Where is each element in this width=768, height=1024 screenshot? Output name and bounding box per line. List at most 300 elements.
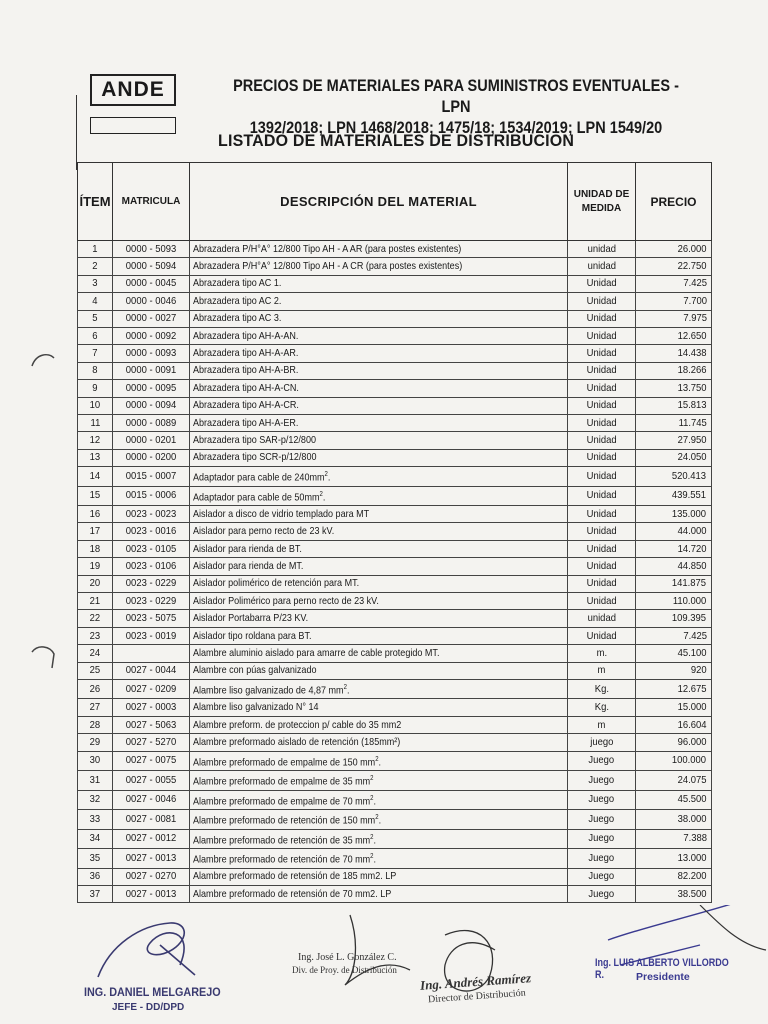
cell-precio xyxy=(636,610,712,627)
cell-unidad-text: Unidad xyxy=(586,399,617,412)
desc-tail: . xyxy=(378,756,382,769)
cell-unidad xyxy=(568,627,636,644)
table-row xyxy=(78,327,712,344)
cell-item-text: 4 xyxy=(92,294,98,307)
cell-item xyxy=(78,506,113,523)
cell-unidad xyxy=(568,523,636,540)
cell-matricula xyxy=(113,751,190,771)
cell-unidad-text: Juego xyxy=(588,887,615,900)
cell-descripcion xyxy=(190,627,568,644)
table-row xyxy=(78,829,712,849)
cell-descripcion xyxy=(190,414,568,431)
cell-precio-text: 15.000 xyxy=(677,701,707,714)
cell-matricula xyxy=(113,849,190,869)
cell-item-text: 17 xyxy=(89,525,101,538)
cell-precio xyxy=(636,293,712,310)
cell-descripcion xyxy=(190,810,568,830)
cell-matricula xyxy=(113,575,190,592)
punch-hole-icon xyxy=(30,348,56,378)
superscript: 2 xyxy=(370,775,374,783)
cell-unidad-text: unidad xyxy=(587,260,616,273)
cell-matricula xyxy=(113,293,190,310)
cell-unidad xyxy=(568,829,636,849)
cell-matricula-text: 0023 - 0023 xyxy=(125,507,177,520)
cell-item-text: 3 xyxy=(92,277,98,290)
cell-item-text: 13 xyxy=(89,451,101,464)
cell-precio xyxy=(636,241,712,258)
table-row xyxy=(78,849,712,869)
cell-descripcion-text: Alambre preformado de retensión de 185 mm2. LP xyxy=(193,870,397,883)
cell-unidad-text: Unidad xyxy=(586,329,617,342)
cell-matricula-text: 0000 - 0089 xyxy=(125,416,177,429)
cell-descripcion-text: Abrazadera tipo SCR-p/12/800 xyxy=(193,451,317,464)
cell-matricula xyxy=(113,467,190,487)
cell-precio-text: 26.000 xyxy=(677,242,707,255)
cell-precio xyxy=(636,593,712,610)
cell-item-text: 27 xyxy=(89,701,101,714)
table-header-row xyxy=(78,163,712,241)
cell-matricula xyxy=(113,397,190,414)
cell-unidad xyxy=(568,506,636,523)
cell-precio xyxy=(636,327,712,344)
cell-unidad-text: Unidad xyxy=(586,507,617,520)
signature-center-name: Ing. Andrés Ramírez xyxy=(419,970,532,993)
punch-hole-icon xyxy=(30,640,56,670)
cell-descripcion xyxy=(190,558,568,575)
signature-left-name: ING. DANIEL MELGAREJO xyxy=(84,985,221,999)
cell-item-text: 31 xyxy=(89,773,101,786)
cell-item-text: 25 xyxy=(89,664,101,677)
cell-precio xyxy=(636,627,712,644)
cell-item xyxy=(78,380,113,397)
cell-descripcion-wrap xyxy=(193,849,376,868)
cell-item-text: 36 xyxy=(89,870,101,883)
title-line-1: PRECIOS DE MATERIALES PARA SUMINISTROS EVENTUALES - LPN xyxy=(233,77,679,116)
table-row xyxy=(78,610,712,627)
cell-unidad xyxy=(568,575,636,592)
cell-item-text: 24 xyxy=(89,646,101,659)
cell-item-text: 16 xyxy=(89,507,101,520)
cell-unidad xyxy=(568,414,636,431)
cell-item xyxy=(78,241,113,258)
cell-precio-text: 27.950 xyxy=(677,433,707,446)
cell-precio-text: 16.604 xyxy=(677,718,707,731)
cell-matricula-text: 0027 - 0013 xyxy=(125,887,177,900)
cell-descripcion-text: Alambre preform. de proteccion p/ cable do 35 mm2 xyxy=(193,718,402,731)
cell-precio xyxy=(636,849,712,869)
cell-unidad xyxy=(568,679,636,699)
cell-unidad-text: Juego xyxy=(588,773,615,786)
cell-item-text: 12 xyxy=(89,433,101,446)
cell-item-text: 8 xyxy=(92,364,98,377)
table-row xyxy=(78,558,712,575)
cell-item xyxy=(78,397,113,414)
table-row xyxy=(78,886,712,903)
cell-precio xyxy=(636,679,712,699)
cell-matricula-text: 0027 - 0270 xyxy=(125,870,177,883)
cell-descripcion xyxy=(190,345,568,362)
cell-unidad xyxy=(568,310,636,327)
col-header-descripcion: DESCRIPCIÓN DEL MATERIAL xyxy=(190,163,568,241)
col-header-item: ÍTEM xyxy=(78,163,113,241)
cell-item-text: 33 xyxy=(89,812,101,825)
table-row xyxy=(78,645,712,662)
cell-descripcion-text: Alambre liso galvanizado N° 14 xyxy=(193,701,319,714)
cell-item xyxy=(78,810,113,830)
cell-matricula xyxy=(113,716,190,733)
cell-matricula-text: 0027 - 5063 xyxy=(125,718,177,731)
cell-item xyxy=(78,414,113,431)
desc-tail: . xyxy=(322,491,326,504)
cell-unidad-text: Unidad xyxy=(586,433,617,446)
cell-descripcion xyxy=(190,275,568,292)
cell-precio xyxy=(636,432,712,449)
col-header-unidad xyxy=(568,163,636,241)
cell-unidad-text: Juego xyxy=(588,754,615,767)
cell-unidad-text: m xyxy=(597,718,606,731)
cell-unidad xyxy=(568,449,636,466)
cell-precio xyxy=(636,258,712,275)
cell-unidad-text: Unidad xyxy=(586,489,617,502)
table-row xyxy=(78,868,712,885)
cell-descripcion xyxy=(190,593,568,610)
cell-descripcion xyxy=(190,241,568,258)
cell-precio xyxy=(636,771,712,791)
cell-item-text: 37 xyxy=(89,887,101,900)
cell-descripcion-wrap xyxy=(193,487,325,506)
cell-precio-text: 7.388 xyxy=(683,832,707,845)
cell-precio xyxy=(636,645,712,662)
cell-unidad xyxy=(568,734,636,751)
cell-matricula xyxy=(113,506,190,523)
cell-item-text: 26 xyxy=(89,682,101,695)
cell-matricula xyxy=(113,258,190,275)
cell-precio xyxy=(636,699,712,716)
cell-item-text: 11 xyxy=(90,416,100,429)
cell-matricula xyxy=(113,868,190,885)
signature-left-role: JEFE - DD/DPD xyxy=(112,1002,185,1013)
cell-unidad-text: Unidad xyxy=(586,416,617,429)
cell-descripcion-text: Abrazadera tipo AC 3. xyxy=(193,312,282,325)
cell-unidad xyxy=(568,593,636,610)
cell-unidad-text: Unidad xyxy=(586,629,617,642)
desc-tail: . xyxy=(378,814,382,827)
cell-descripcion-text: Alambre preformado de empalme de 150 mm xyxy=(193,756,376,769)
cell-precio-text: 12.650 xyxy=(677,329,707,342)
cell-descripcion-text: Alambre liso galvanizado de 4,87 mm xyxy=(193,684,344,697)
cell-precio-text: 13.000 xyxy=(677,851,707,864)
table-row xyxy=(78,380,712,397)
cell-descripcion-text: Aislador tipo roldana para BT. xyxy=(193,629,312,642)
col-header-precio: PRECIO xyxy=(636,163,712,241)
cell-precio xyxy=(636,506,712,523)
cell-descripcion xyxy=(190,771,568,791)
cell-item xyxy=(78,575,113,592)
cell-matricula-text: 0023 - 0106 xyxy=(125,559,177,572)
cell-unidad xyxy=(568,868,636,885)
cell-precio xyxy=(636,558,712,575)
cell-item xyxy=(78,345,113,362)
cell-unidad xyxy=(568,467,636,487)
cell-precio xyxy=(636,810,712,830)
cell-item xyxy=(78,751,113,771)
col-header-unidad-line1: UNIDAD DE xyxy=(573,188,630,200)
cell-descripcion-text: Abrazadera tipo AH-A-AR. xyxy=(193,347,299,360)
cell-matricula-text: 0027 - 0075 xyxy=(125,754,177,767)
cell-matricula-text: 0027 - 5270 xyxy=(125,735,177,748)
cell-item xyxy=(78,771,113,791)
signature-mid-role: Div. de Proy. de Distribución xyxy=(292,965,397,975)
cell-unidad-text: m. xyxy=(596,646,607,659)
cell-precio-text: 439.551 xyxy=(671,489,707,502)
cell-unidad xyxy=(568,486,636,506)
cell-precio-text: 38.000 xyxy=(677,812,707,825)
margin-rule xyxy=(76,95,77,170)
cell-matricula xyxy=(113,734,190,751)
cell-unidad xyxy=(568,810,636,830)
signature-center-role: Director de Distribución xyxy=(427,987,527,1006)
cell-matricula xyxy=(113,810,190,830)
cell-item-text: 15 xyxy=(89,489,101,502)
cell-matricula-text: 0000 - 5094 xyxy=(125,260,177,273)
cell-item-text: 14 xyxy=(89,469,101,482)
cell-descripcion xyxy=(190,849,568,869)
cell-unidad xyxy=(568,751,636,771)
cell-matricula-text: 0023 - 0229 xyxy=(125,594,177,607)
cell-item xyxy=(78,258,113,275)
cell-unidad-text: Unidad xyxy=(586,469,617,482)
cell-descripcion xyxy=(190,610,568,627)
cell-precio xyxy=(636,345,712,362)
signature-right-role: Presidente xyxy=(636,971,690,983)
cell-item-text: 19 xyxy=(89,559,101,572)
cell-matricula xyxy=(113,414,190,431)
cell-precio-text: 45.500 xyxy=(677,793,707,806)
superscript: 2 xyxy=(343,683,347,691)
cell-descripcion xyxy=(190,293,568,310)
cell-descripcion xyxy=(190,868,568,885)
cell-item xyxy=(78,540,113,557)
cell-precio-text: 13.750 xyxy=(677,381,707,394)
cell-item xyxy=(78,467,113,487)
table-row xyxy=(78,258,712,275)
cell-matricula xyxy=(113,829,190,849)
cell-unidad-text: Unidad xyxy=(586,294,617,307)
cell-precio-text: 520.413 xyxy=(671,469,707,482)
cell-descripcion-text: Aislador para rienda de BT. xyxy=(193,542,302,555)
cell-descripcion-text: Abrazadera tipo AC 1. xyxy=(193,277,282,290)
cell-item xyxy=(78,829,113,849)
cell-item xyxy=(78,645,113,662)
cell-precio-text: 18.266 xyxy=(677,364,707,377)
cell-precio-text: 44.000 xyxy=(677,525,707,538)
cell-precio-text: 44.850 xyxy=(677,559,707,572)
cell-descripcion-text: Abrazadera tipo AH-A-CN. xyxy=(193,381,299,394)
cell-item xyxy=(78,734,113,751)
table-row xyxy=(78,310,712,327)
cell-descripcion-text: Aislador Portabarra P/23 KV. xyxy=(193,612,309,625)
table-row xyxy=(78,275,712,292)
cell-descripcion-wrap xyxy=(193,680,349,699)
cell-descripcion-wrap xyxy=(193,830,376,849)
cell-precio xyxy=(636,575,712,592)
cell-descripcion xyxy=(190,506,568,523)
cell-unidad xyxy=(568,380,636,397)
cell-matricula xyxy=(113,593,190,610)
cell-unidad xyxy=(568,558,636,575)
cell-item-text: 29 xyxy=(89,735,101,748)
cell-matricula-text: 0023 - 0229 xyxy=(125,577,177,590)
cell-descripcion-text: Abrazadera tipo SAR-p/12/800 xyxy=(193,433,316,446)
superscript: 2 xyxy=(370,853,374,861)
signature-right-name: Ing. LUIS ALBERTO VILLORDO R. xyxy=(595,957,729,981)
table-row xyxy=(78,662,712,679)
cell-item xyxy=(78,610,113,627)
cell-precio xyxy=(636,886,712,903)
superscript: 2 xyxy=(324,471,328,479)
table-row xyxy=(78,467,712,487)
cell-precio xyxy=(636,380,712,397)
table-row xyxy=(78,449,712,466)
table-row xyxy=(78,241,712,258)
cell-precio xyxy=(636,397,712,414)
cell-unidad xyxy=(568,771,636,791)
cell-item xyxy=(78,790,113,810)
cell-descripcion-text: Alambre preformado de empalme de 70 mm xyxy=(193,795,371,808)
cell-descripcion-text: Abrazadera tipo AH-A-CR. xyxy=(193,399,299,412)
superscript: 2 xyxy=(375,755,379,763)
cell-unidad-text: unidad xyxy=(587,242,616,255)
cell-matricula xyxy=(113,679,190,699)
cell-matricula-text: 0015 - 0007 xyxy=(125,469,177,482)
cell-unidad-text: Juego xyxy=(588,851,615,864)
cell-precio-text: 22.750 xyxy=(677,260,707,273)
cell-item-text: 18 xyxy=(89,542,101,555)
cell-precio xyxy=(636,523,712,540)
cell-matricula-text: 0027 - 0081 xyxy=(125,812,177,825)
cell-descripcion xyxy=(190,751,568,771)
cell-descripcion xyxy=(190,716,568,733)
cell-unidad-text: Unidad xyxy=(586,381,617,394)
cell-unidad xyxy=(568,241,636,258)
cell-descripcion xyxy=(190,397,568,414)
cell-unidad xyxy=(568,849,636,869)
cell-precio-text: 14.438 xyxy=(677,347,707,360)
logo-text: ANDE xyxy=(101,78,165,101)
cell-item xyxy=(78,868,113,885)
cell-precio-text: 110.000 xyxy=(672,594,707,607)
cell-matricula xyxy=(113,449,190,466)
cell-descripcion xyxy=(190,829,568,849)
cell-item-text: 20 xyxy=(89,577,101,590)
cell-item xyxy=(78,523,113,540)
table-row xyxy=(78,751,712,771)
table-row xyxy=(78,790,712,810)
cell-precio xyxy=(636,790,712,810)
cell-precio-text: 7.700 xyxy=(683,294,707,307)
cell-unidad-text: Unidad xyxy=(586,277,617,290)
cell-descripcion-wrap xyxy=(193,810,381,829)
cell-matricula-text: 0027 - 0003 xyxy=(125,701,177,714)
cell-precio xyxy=(636,414,712,431)
cell-item-text: 35 xyxy=(89,851,101,864)
table-row xyxy=(78,575,712,592)
table-row xyxy=(78,397,712,414)
cell-descripcion-text: Abrazadera tipo AH-A-ER. xyxy=(193,416,299,429)
cell-matricula-text: 0027 - 0012 xyxy=(125,832,177,845)
cell-descripcion xyxy=(190,258,568,275)
cell-unidad-text: m xyxy=(597,664,606,677)
cell-precio-text: 82.200 xyxy=(677,870,707,883)
cell-matricula xyxy=(113,540,190,557)
cell-descripcion xyxy=(190,486,568,506)
cell-descripcion-text: Alambre con púas galvanizado xyxy=(193,664,317,677)
cell-descripcion-wrap xyxy=(193,771,374,790)
cell-precio-text: 920 xyxy=(691,664,708,677)
cell-precio xyxy=(636,716,712,733)
table-row xyxy=(78,506,712,523)
cell-precio-text: 15.813 xyxy=(677,399,707,412)
cell-matricula-text: 0023 - 0019 xyxy=(125,629,177,642)
blank-stamp-box xyxy=(90,117,176,134)
cell-descripcion xyxy=(190,362,568,379)
cell-matricula xyxy=(113,327,190,344)
cell-matricula xyxy=(113,610,190,627)
cell-descripcion xyxy=(190,645,568,662)
cell-descripcion-text: Aislador Polimérico para perno recto de 23 kV. xyxy=(193,594,379,607)
cell-matricula xyxy=(113,558,190,575)
cell-descripcion-wrap xyxy=(193,467,330,486)
cell-precio xyxy=(636,362,712,379)
cell-descripcion-text: Abrazadera tipo AH-A-BR. xyxy=(193,364,299,377)
cell-unidad-text: Unidad xyxy=(586,525,617,538)
table-row xyxy=(78,432,712,449)
signature-block xyxy=(0,905,768,1024)
cell-precio xyxy=(636,275,712,292)
cell-descripcion xyxy=(190,523,568,540)
table-body xyxy=(78,241,712,903)
table-row xyxy=(78,734,712,751)
cell-descripcion xyxy=(190,327,568,344)
cell-item xyxy=(78,627,113,644)
cell-item xyxy=(78,293,113,310)
cell-precio-text: 45.100 xyxy=(677,646,707,659)
cell-matricula xyxy=(113,645,190,662)
cell-unidad xyxy=(568,293,636,310)
cell-precio xyxy=(636,868,712,885)
table-row xyxy=(78,345,712,362)
cell-unidad xyxy=(568,540,636,557)
cell-descripcion-text: Abrazadera tipo AC 2. xyxy=(193,294,282,307)
cell-item xyxy=(78,275,113,292)
cell-item-text: 9 xyxy=(92,381,98,394)
cell-item xyxy=(78,593,113,610)
cell-descripcion xyxy=(190,886,568,903)
title-line-2: 1392/2018; LPN 1468/2018; 1475/18; 1534/2019; LPN 1549/20 xyxy=(249,119,663,137)
cell-descripcion-text: Aislador polimérico de retención para MT. xyxy=(193,577,360,590)
cell-precio xyxy=(636,662,712,679)
cell-item xyxy=(78,486,113,506)
cell-matricula-text: 0000 - 0093 xyxy=(125,347,177,360)
cell-item xyxy=(78,699,113,716)
cell-descripcion-text: Alambre preformado aislado de retención (185mm²) xyxy=(193,735,401,748)
cell-matricula xyxy=(113,523,190,540)
ande-logo xyxy=(90,74,176,106)
cell-precio-text: 100.000 xyxy=(671,754,707,767)
desc-tail: . xyxy=(373,834,377,847)
cell-matricula-text: 0023 - 5075 xyxy=(125,612,177,625)
cell-precio-text: 141.875 xyxy=(671,577,707,590)
